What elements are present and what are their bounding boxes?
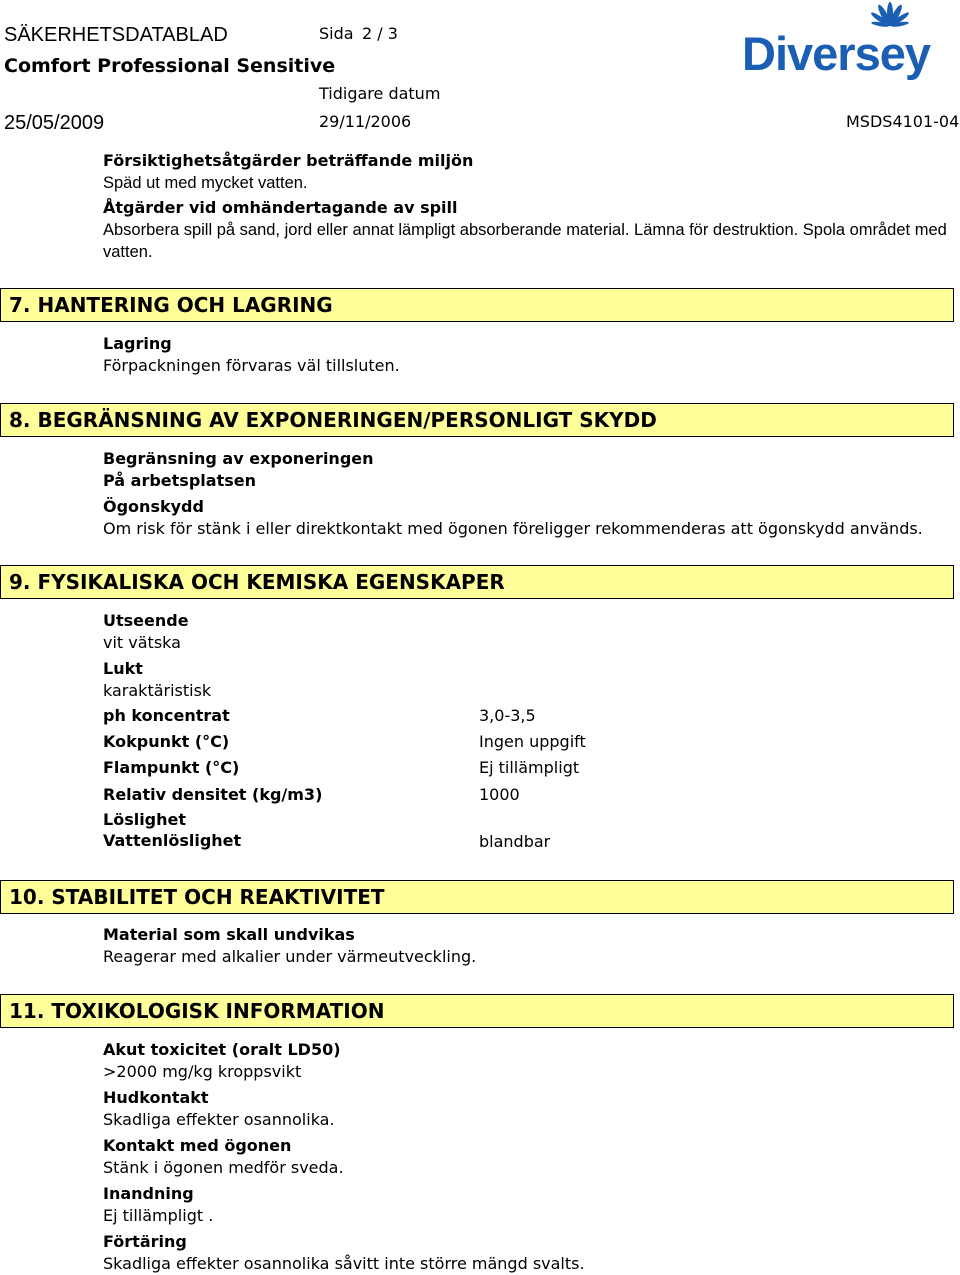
previous-date: 29/11/2006 [319,112,412,131]
property-value: 3,0-3,5 [479,706,536,725]
tox-item-text: Skadliga effekter osannolika. [103,1110,335,1129]
tox-item-text: >2000 mg/kg kroppsvikt [103,1062,302,1081]
tox-item-text: Skadliga effekter osannolika såvitt inte större mängd svalts. [103,1254,585,1273]
previous-date-label: Tidigare datum [319,84,441,103]
property-label: Relativ densitet (kg/m3) [103,785,323,804]
water-solubility-label: Vattenlöslighet [103,831,242,850]
property-value: Ingen uppgift [479,732,586,751]
section-7-header: 7. HANTERING OCH LAGRING [0,288,954,322]
section-10-header: 10. STABILITET OCH REAKTIVITET [0,880,954,914]
spill-text: Absorbera spill på sand, jord eller annat lämpligt absorberande material. Lämna för destruktion. Spola området med vatten. [103,221,947,261]
tox-item-text: Stänk i ögonen medför sveda. [103,1158,344,1177]
page-label: Sida [319,24,354,43]
section-8-header: 8. BEGRÄNSNING AV EXPONERINGEN/PERSONLIGT SKYDD [0,403,954,437]
tox-item-title: Inandning [103,1184,194,1203]
environment-text: Späd ut med mycket vatten. [103,174,308,192]
storage-title: Lagring [103,334,172,353]
document-type: SÄKERHETSDATABLAD [4,24,228,46]
revision-date: 25/05/2009 [4,112,105,134]
property-label: Kokpunkt (°C) [103,732,230,751]
property-label: ph koncentrat [103,706,230,725]
environment-title: Försiktighetsåtgärder beträffande miljön [103,151,474,170]
section-11-header: 11. TOXIKOLOGISK INFORMATION [0,994,954,1028]
workplace-title: På arbetsplatsen [103,471,256,490]
eye-protection-text: Om risk för stänk i eller direktkontakt med ögonen föreligger rekommenderas att ögonskydd används. [103,519,923,538]
spill-title: Åtgärder vid omhändertagande av spill [103,198,458,217]
property-value: 1000 [479,785,520,804]
tox-item-text: Ej tillämpligt . [103,1206,214,1225]
avoid-material-title: Material som skall undvikas [103,925,355,944]
appearance-title: Utseende [103,611,189,630]
property-label: Flampunkt (°C) [103,758,240,777]
storage-text: Förpackningen förvaras väl tillsluten. [103,356,400,375]
tox-item-title: Förtäring [103,1232,187,1251]
product-name: Comfort Professional Sensitive [4,55,336,77]
msds-number: MSDS4101-04 [846,112,960,131]
section-9-header: 9. FYSIKALISKA OCH KEMISKA EGENSKAPER [0,565,954,599]
water-solubility-value: blandbar [479,832,551,851]
tox-item-title: Hudkontakt [103,1088,209,1107]
appearance-text: vit vätska [103,633,181,652]
odor-title: Lukt [103,659,143,678]
property-value: Ej tillämpligt [479,758,580,777]
tox-item-title: Akut toxicitet (oralt LD50) [103,1040,341,1059]
page-number: 2 / 3 [362,24,398,43]
exposure-limit-title: Begränsning av exponeringen [103,449,374,468]
logo-text: Diversey [742,27,930,80]
odor-text: karaktäristisk [103,681,212,700]
tox-item-title: Kontakt med ögonen [103,1136,292,1155]
avoid-material-text: Reagerar med alkalier under värmeutveckling. [103,947,477,966]
eye-protection-title: Ögonskydd [103,497,204,516]
diversey-logo [742,0,952,84]
solubility-title: Löslighet [103,810,187,829]
